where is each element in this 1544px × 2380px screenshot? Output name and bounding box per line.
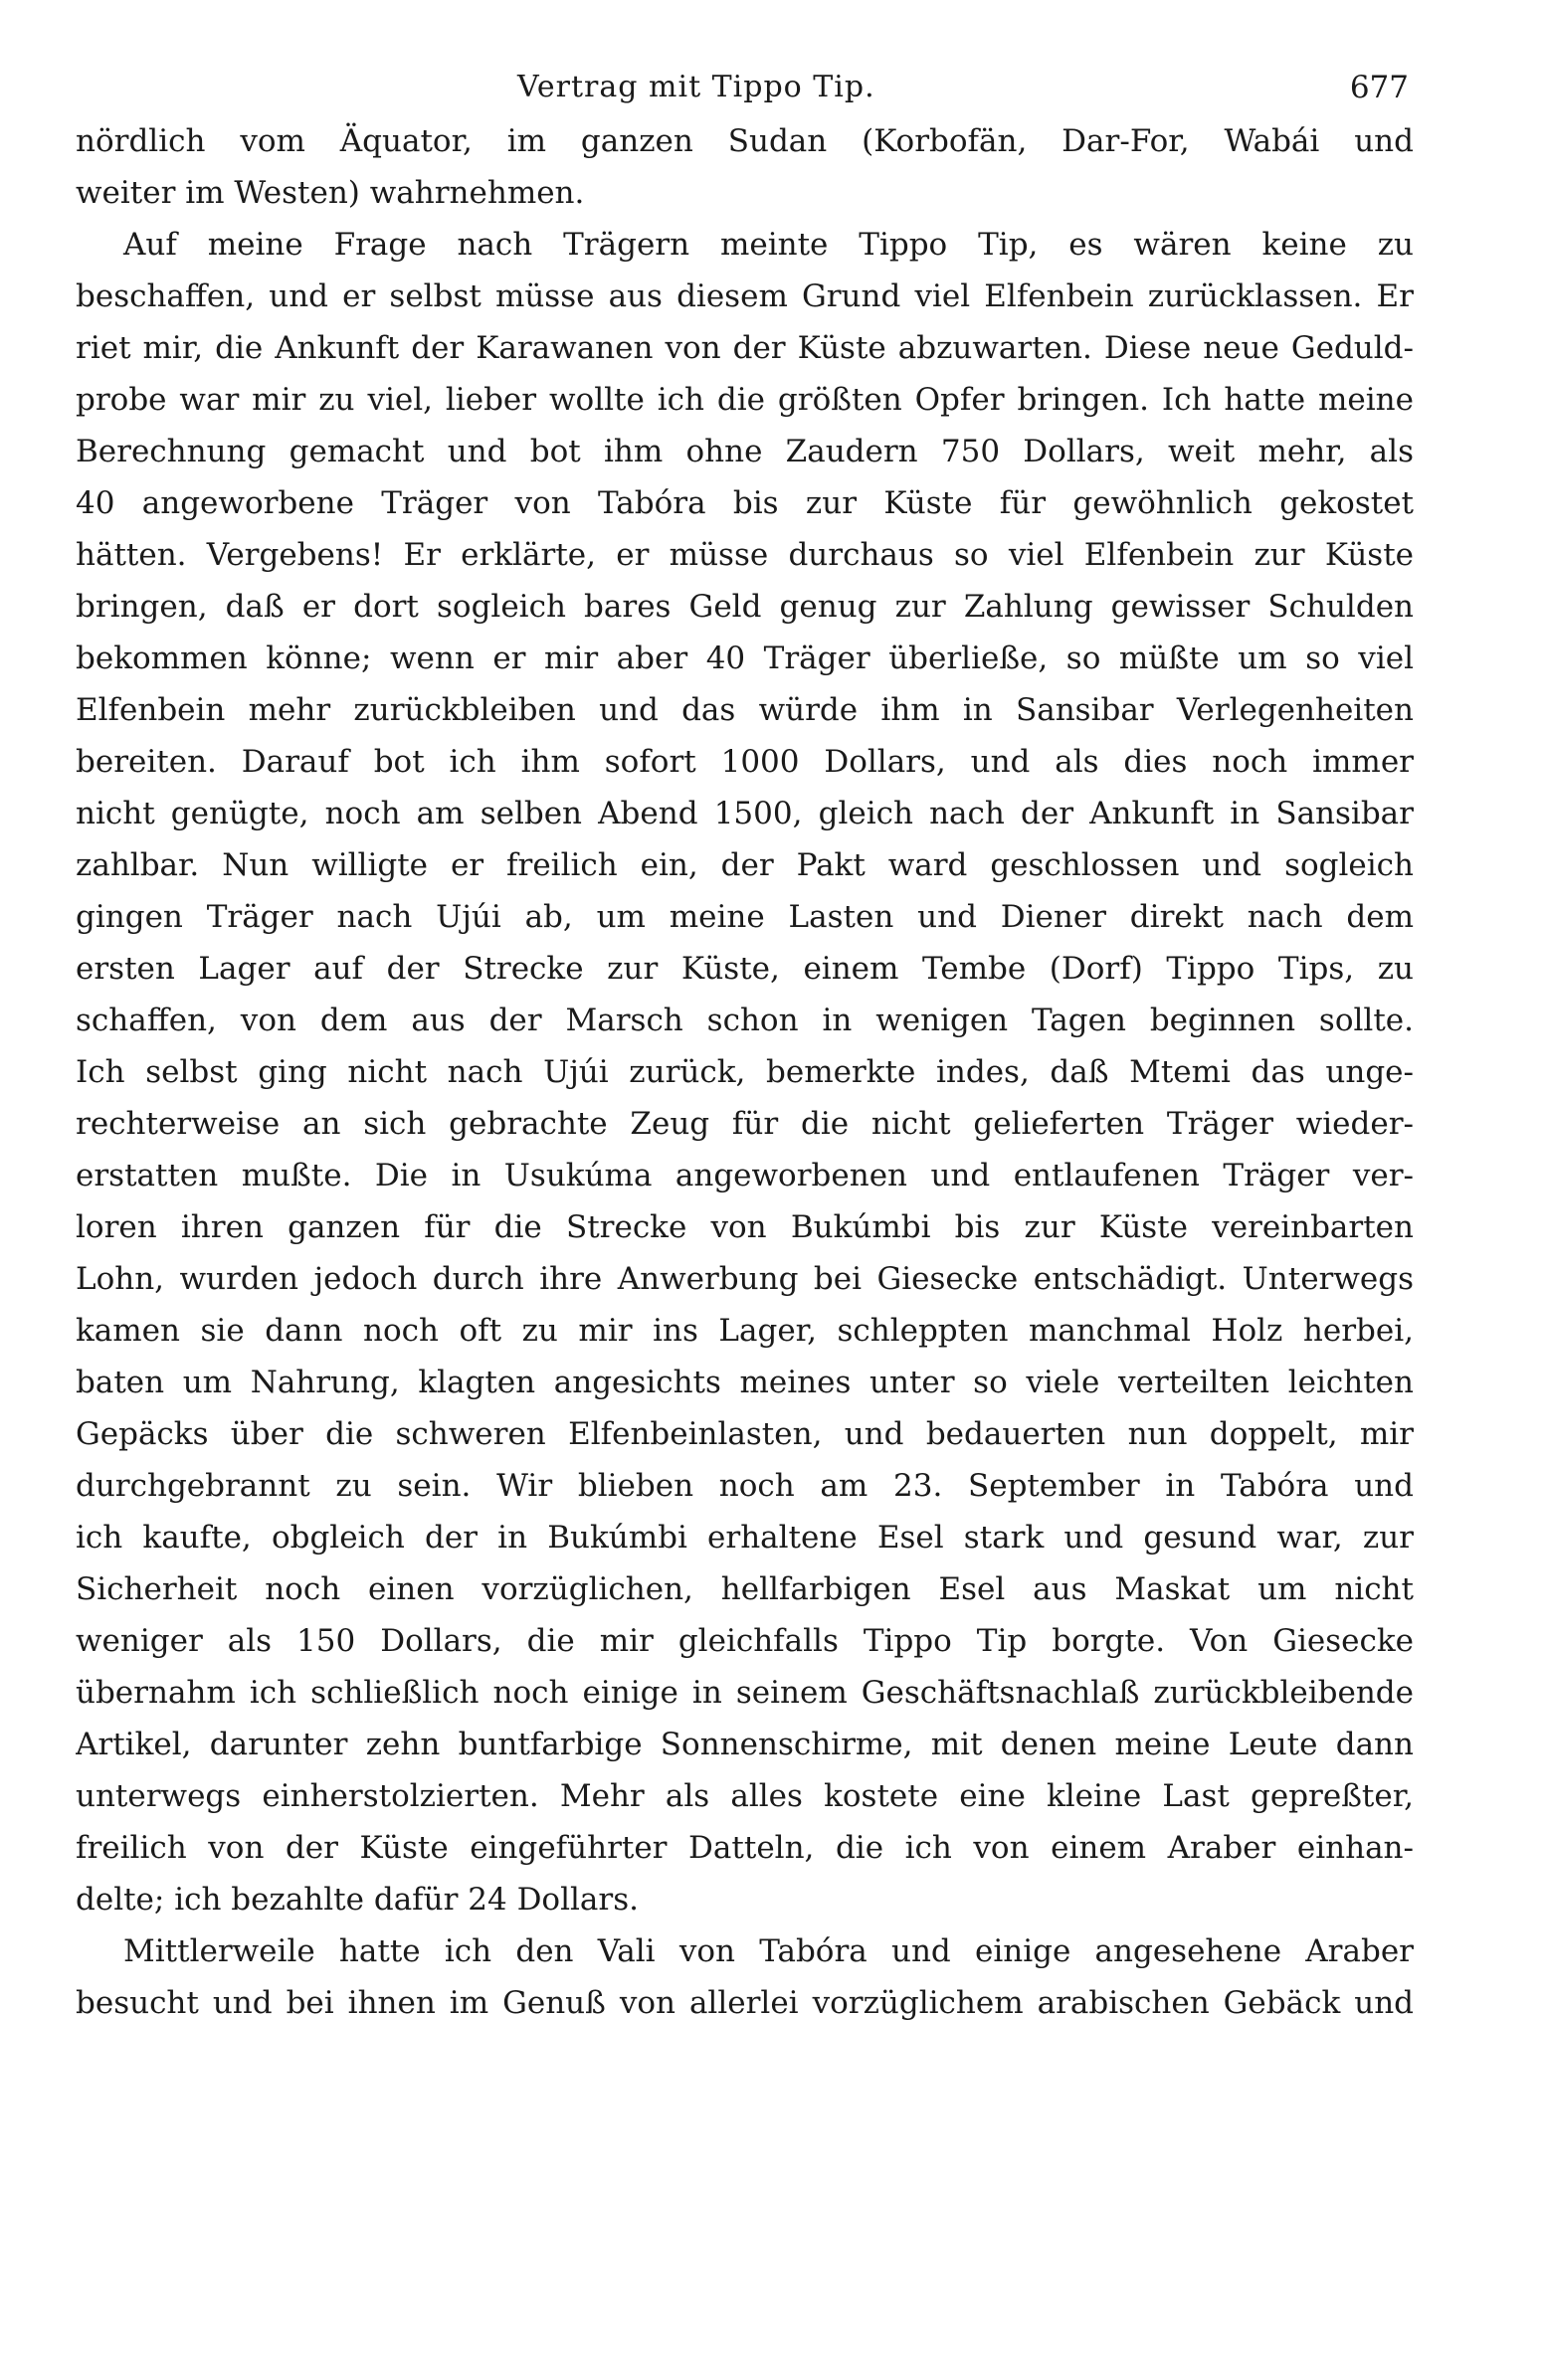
text-line: Sicherheit noch einen vorzüglichen, hellfarbigen Esel aus Maskat um nicht: [76, 1571, 1414, 1607]
text-line: kamen sie dann noch oft zu mir ins Lager, schleppten manchmal Holz herbei,: [76, 1313, 1414, 1349]
text-line: delte; ich bezahlte dafür 24 Dollars.: [76, 1882, 639, 1918]
text-line: freilich von der Küste eingeführter Datteln, die ich von einem Araber einhan-: [76, 1830, 1414, 1866]
text-line: rechterweise an sich gebrachte Zeug für die nicht gelieferten Träger wieder-: [76, 1106, 1414, 1142]
text-line: loren ihren ganzen für die Strecke von Bukúmbi bis zur Küste vereinbarten: [76, 1209, 1414, 1245]
text-line: Ich selbst ging nicht nach Ujúi zurück, bemerkte indes, daß Mtemi das unge-: [76, 1054, 1414, 1090]
body-text: [76, 115, 1414, 2029]
text-line: erstatten mußte. Die in Usukúma angeworbenen und entlaufenen Träger ver-: [76, 1158, 1414, 1193]
text-line: weniger als 150 Dollars, die mir gleichfalls Tippo Tip borgte. Von Giesecke: [76, 1623, 1414, 1659]
text-line: bringen, daß er dort sogleich bares Geld genug zur Zahlung gewisser Schulden: [76, 589, 1414, 625]
text-line: bekommen könne; wenn er mir aber 40 Träger überließe, so müßte um so viel: [76, 641, 1414, 676]
text-line: hätten. Vergebens! Er erklärte, er müsse durchaus so viel Elfenbein zur Küste: [76, 537, 1414, 573]
running-title: Vertrag mit Tippo Tip.: [517, 70, 875, 104]
text-line: nördlich vom Äquator, im ganzen Sudan (Korbofän, Dar-For, Wabái und: [76, 123, 1414, 159]
text-line: Artikel, darunter zehn buntfarbige Sonnenschirme, mit denen meine Leute dann: [76, 1727, 1414, 1762]
text-line: unterwegs einherstolzierten. Mehr als alles kostete eine kleine Last gepreßter,: [76, 1778, 1414, 1814]
text-line: ich kaufte, obgleich der in Bukúmbi erhaltene Esel stark und gesund war, zur: [76, 1520, 1414, 1556]
text-line: besucht und bei ihnen im Genuß von allerlei vorzüglichem arabischen Gebäck und: [76, 1985, 1414, 2021]
text-line: Elfenbein mehr zurückbleiben und das würde ihm in Sansibar Verlegenheiten: [76, 692, 1414, 728]
text-line: Lohn, wurden jedoch durch ihre Anwerbung bei Giesecke entschädigt. Unterwegs: [76, 1261, 1414, 1297]
text-line: gingen Träger nach Ujúi ab, um meine Lasten und Diener direkt nach dem: [76, 899, 1414, 935]
text-line: Mittlerweile hatte ich den Vali von Tabóra und einige angesehene Araber: [123, 1933, 1414, 1969]
page-number: 677: [1349, 70, 1409, 105]
text-line: bereiten. Darauf bot ich ihm sofort 1000 Dollars, und als dies noch immer: [76, 744, 1414, 780]
text-line: Gepäcks über die schweren Elfenbeinlasten, und bedauerten nun doppelt, mir: [76, 1416, 1414, 1452]
text-line: beschaffen, und er selbst müsse aus diesem Grund viel Elfenbein zurücklassen. Er: [76, 278, 1414, 314]
text-line: weiter im Westen) wahrnehmen.: [76, 175, 585, 211]
text-line: ersten Lager auf der Strecke zur Küste, einem Tembe (Dorf) Tippo Tips, zu: [76, 951, 1414, 987]
text-line: nicht genügte, noch am selben Abend 1500, gleich nach der Ankunft in Sansibar: [76, 796, 1414, 831]
text-line: schaffen, von dem aus der Marsch schon in wenigen Tagen beginnen sollte.: [76, 1003, 1414, 1038]
text-line: zahlbar. Nun willigte er freilich ein, der Pakt ward geschlossen und sogleich: [76, 847, 1414, 883]
text-line: probe war mir zu viel, lieber wollte ich die größten Opfer bringen. Ich hatte meine: [76, 382, 1414, 418]
running-head: [0, 70, 1544, 117]
text-line: übernahm ich schließlich noch einige in seinem Geschäftsnachlaß zurückbleibende: [76, 1675, 1414, 1711]
text-line: 40 angeworbene Träger von Tabóra bis zur Küste für gewöhnlich gekostet: [76, 485, 1414, 521]
text-line: Auf meine Frage nach Trägern meinte Tippo Tip, es wären keine zu: [123, 227, 1414, 263]
text-line: baten um Nahrung, klagten angesichts meines unter so viele verteilten leichten: [76, 1365, 1414, 1400]
text-line: Berechnung gemacht und bot ihm ohne Zaudern 750 Dollars, weit mehr, als: [76, 434, 1414, 469]
text-line: riet mir, die Ankunft der Karawanen von der Küste abzuwarten. Diese neue Geduld-: [76, 330, 1414, 366]
text-line: durchgebrannt zu sein. Wir blieben noch am 23. September in Tabóra und: [76, 1468, 1414, 1504]
